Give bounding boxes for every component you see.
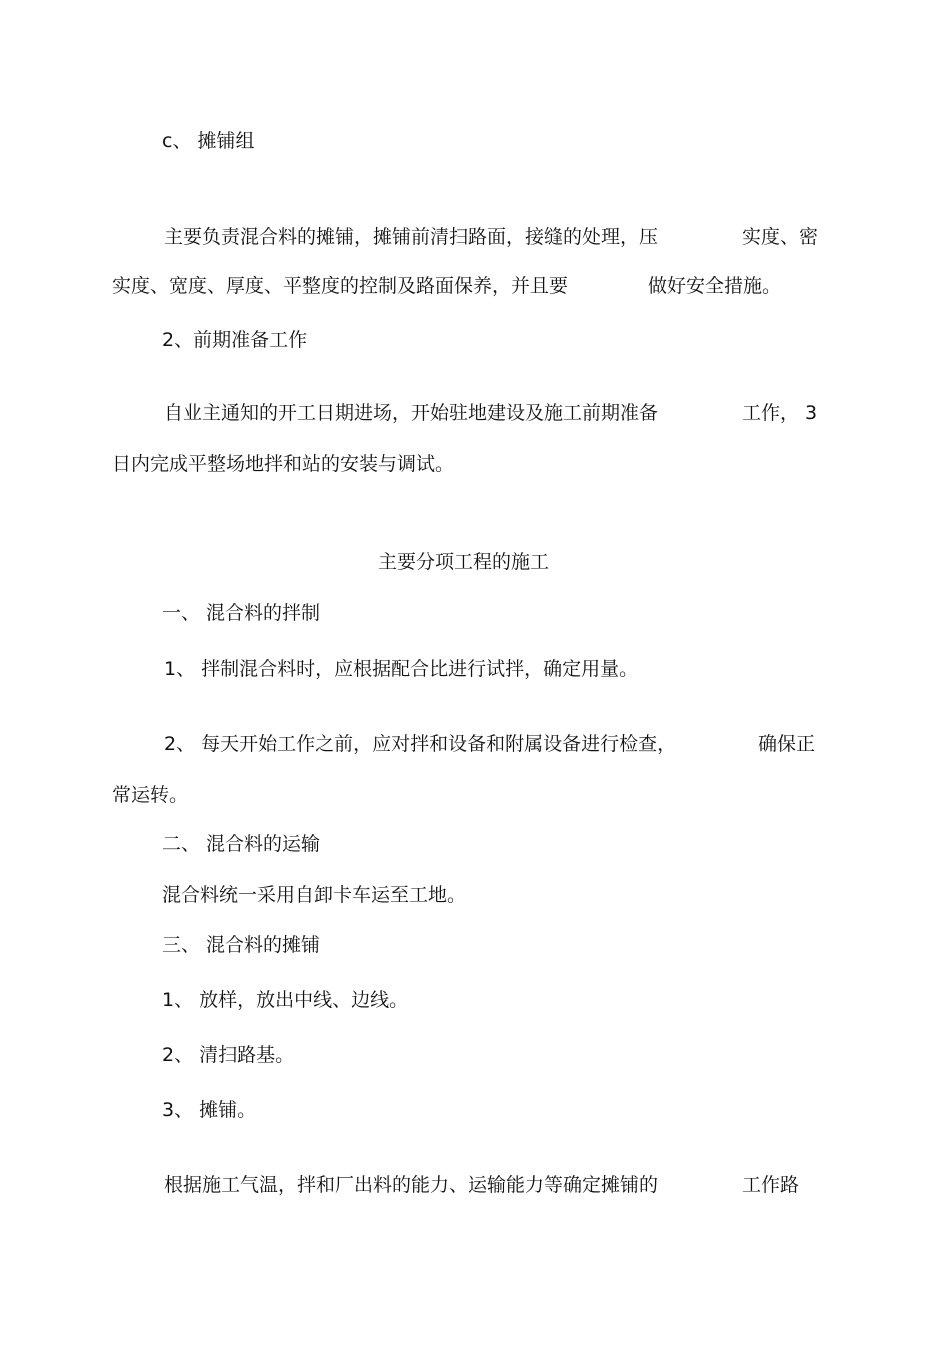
section-title: 主要分项工程的施工 — [378, 551, 550, 573]
paragraph-text: 主要负责混合料的摊铺，摊铺前清扫路面，接缝的处理，压 — [164, 226, 659, 248]
heading-mixing: 一、 混合料的拌制 — [162, 602, 321, 624]
list-item: 1、 拌制混合料时，应根据配合比进行试拌，确定用量。 — [164, 658, 639, 680]
paragraph-text: 实度、密 — [742, 226, 819, 248]
paragraph-text: 根据施工气温，拌和厂出料的能力、运输能力等确定摊铺的 — [164, 1174, 659, 1196]
paragraph-text: 日内完成平整场地拌和站的安装与调试。 — [112, 453, 455, 475]
paragraph-text: 工作路 — [742, 1174, 800, 1196]
paragraph-text: 做好安全措施。 — [648, 275, 782, 297]
heading-preparation: 2、前期准备工作 — [162, 329, 308, 351]
paragraph-text: 混合料统一采用自卸卡车运至工地。 — [162, 884, 467, 906]
paragraph-text: 工作， 3 — [742, 402, 818, 424]
list-item: 1、 放样，放出中线、边线。 — [162, 989, 409, 1011]
heading-transport: 二、 混合料的运输 — [162, 833, 321, 855]
paragraph-text: 实度、宽度、厚度、平整度的控制及路面保养，并且要 — [112, 275, 569, 297]
heading-paving: 三、 混合料的摊铺 — [162, 934, 321, 956]
list-item: 3、 摊铺。 — [162, 1099, 257, 1121]
subheading-c-paving-group: c、 摊铺组 — [162, 130, 255, 152]
list-item: 2、 每天开始工作之前，应对拌和设备和附属设备进行检查， — [164, 733, 677, 755]
paragraph-text: 自业主通知的开工日期进场，开始驻地建设及施工前期准备 — [164, 402, 659, 424]
list-item: 2、 清扫路基。 — [162, 1044, 295, 1066]
list-item: 常运转。 — [112, 784, 189, 806]
list-item: 确保正 — [758, 733, 816, 755]
